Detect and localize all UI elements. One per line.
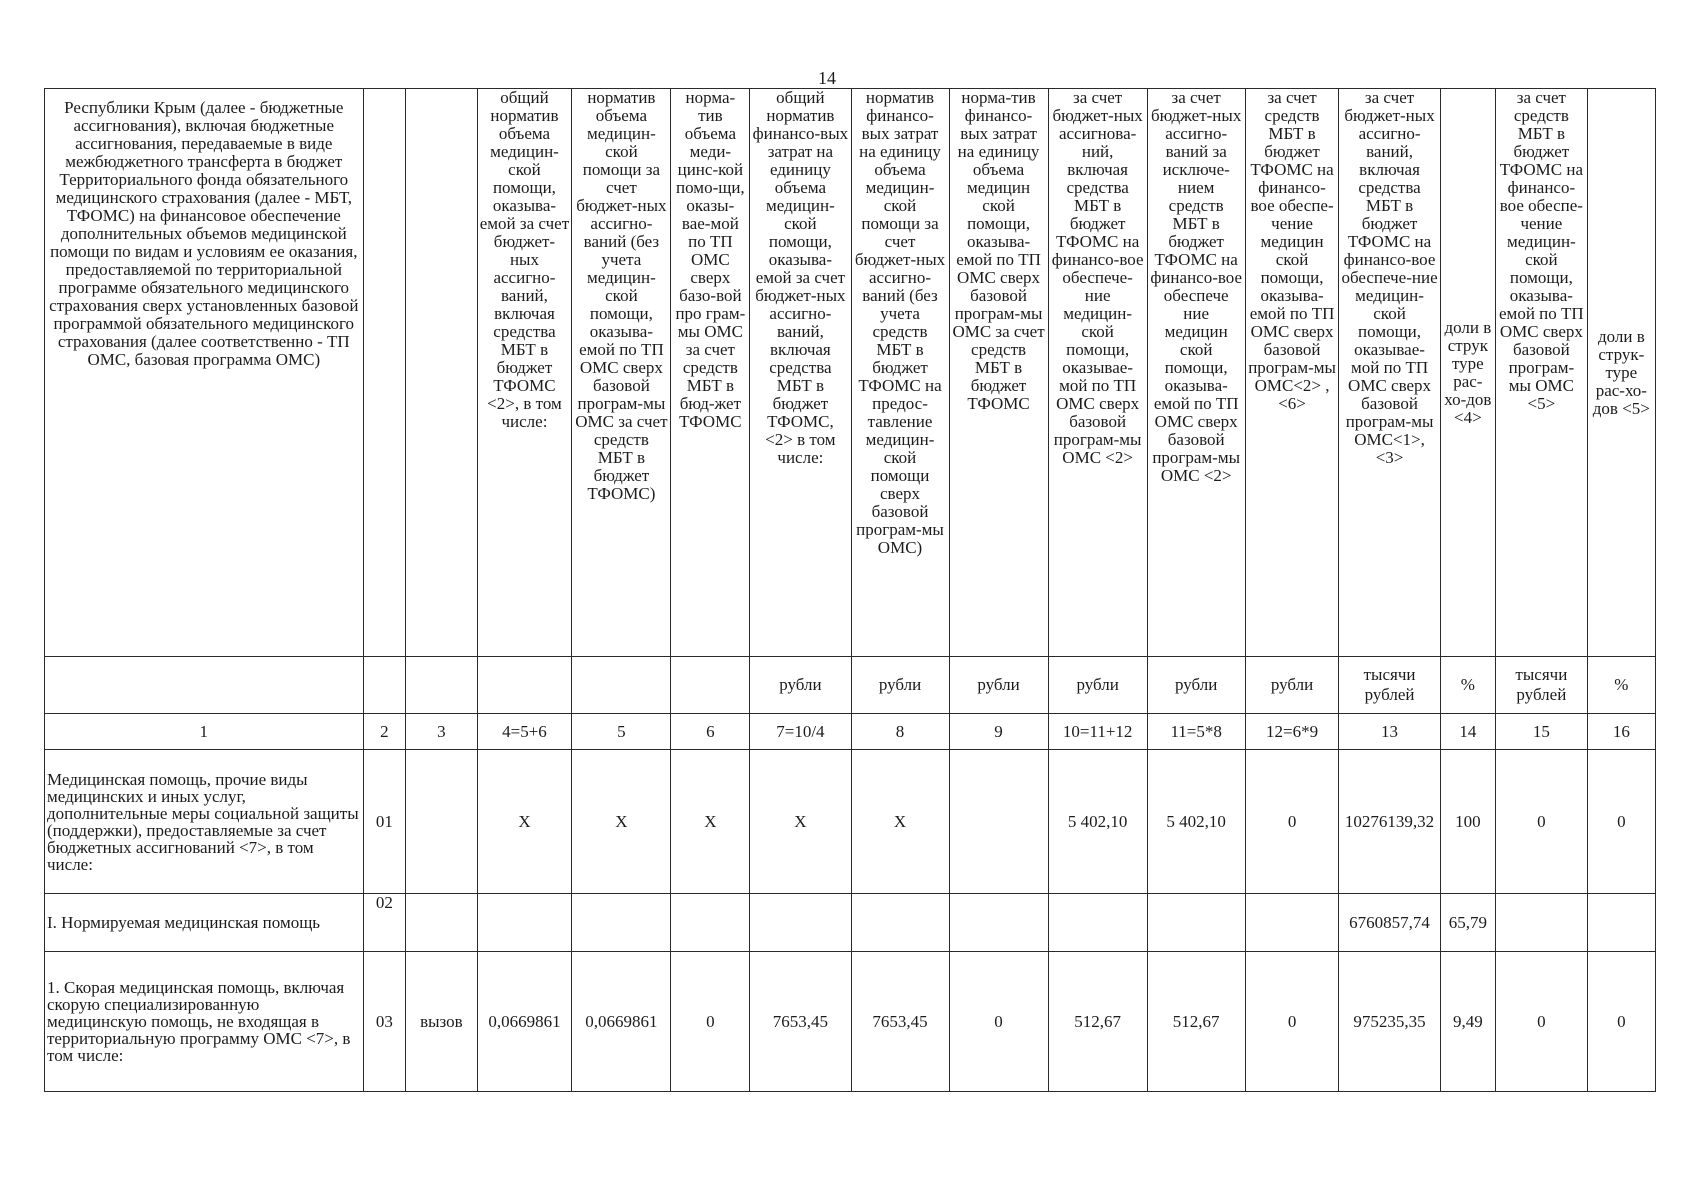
header-col-14: доли в струк туре рас-хо-дов <4> — [1440, 89, 1495, 657]
column-number: 14 — [1440, 714, 1495, 750]
table-row — [45, 750, 1656, 894]
header-row — [45, 89, 1656, 657]
table-cell: Х — [572, 750, 671, 894]
table-cell — [750, 894, 851, 952]
table-cell — [1245, 894, 1339, 952]
header-col-6: норма-тив объема меди-цинс-кой помо-щи, оказы-вае-мой по ТП ОМС сверх базо-вой про грам-мы ОМС за счет средств МБТ в бюд-жет ТФОМС — [671, 89, 750, 657]
header-col-2 — [363, 89, 406, 657]
unit-cell — [671, 657, 750, 714]
table-cell: Х — [750, 750, 851, 894]
header-col-3 — [406, 89, 477, 657]
column-number: 12=6*9 — [1245, 714, 1339, 750]
table-cell: 7653,45 — [750, 952, 851, 1092]
unit-cell: рубли — [949, 657, 1048, 714]
table-cell — [1147, 894, 1245, 952]
unit-cell — [477, 657, 572, 714]
column-number: 3 — [406, 714, 477, 750]
table-cell: 65,79 — [1440, 894, 1495, 952]
row-label: 1. Скорая медицинская помощь, включая скорую специализированную медицинскую помощь, не входящая в территориальную программу ОМС <7>, в том числе: — [45, 952, 364, 1092]
header-col-7: общий норматив финансо-вых затрат на единицу объема медицин-ской помощи, оказыва-емой за счет бюджет-ных ассигно-ваний, включая средства МБТ в бюджет ТФОМС, <2> в том числе: — [750, 89, 851, 657]
header-col-12: за счет средств МБТ в бюджет ТФОМС на финансо-вое обеспе-чение медицин ской помощи, оказыва-емой по ТП ОМС сверх базовой програм-мы ОМС<2> ,<6> — [1245, 89, 1339, 657]
unit-cell — [45, 657, 364, 714]
table-cell: 7653,45 — [851, 952, 949, 1092]
table-cell: 975235,35 — [1339, 952, 1440, 1092]
column-number: 2 — [363, 714, 406, 750]
unit-cell — [363, 657, 406, 714]
unit-cell: % — [1440, 657, 1495, 714]
unit-cell: рубли — [1147, 657, 1245, 714]
table-cell: 5 402,10 — [1147, 750, 1245, 894]
table-cell: 0 — [1496, 952, 1588, 1092]
table-cell: 100 — [1440, 750, 1495, 894]
page-number: 14 — [818, 68, 836, 88]
column-number: 10=11+12 — [1048, 714, 1147, 750]
table-cell — [1587, 894, 1655, 952]
table-cell: 0 — [1496, 750, 1588, 894]
table-cell: Х — [671, 750, 750, 894]
table-cell: 0,0669861 — [477, 952, 572, 1092]
table-cell: вызов — [406, 952, 477, 1092]
unit-cell: рубли — [1048, 657, 1147, 714]
unit-cell: тысячи рублей — [1496, 657, 1588, 714]
table-cell: 0 — [1245, 750, 1339, 894]
table-cell: 512,67 — [1048, 952, 1147, 1092]
budget-table — [44, 88, 1656, 1092]
unit-cell: тысячи рублей — [1339, 657, 1440, 714]
units-row — [45, 657, 1656, 714]
column-number: 15 — [1496, 714, 1588, 750]
column-number: 8 — [851, 714, 949, 750]
header-description: Республики Крым (далее - бюджетные ассигнования), включая бюджетные ассигнования, передаваемые в виде межбюджетного трансферта в бюджет Территориального фонда обязательного медицинского страхования (далее - МБТ, ТФОМС) на финансовое обеспечение дополнительных объемов медицинской помощи по видам и условиям ее оказания, предоставляемой по территориальной программе обязательного медицинского страхования сверх установленных базовой программой обязательного медицинского страхования (далее соответственно - ТП ОМС, базовая программа ОМС) — [45, 89, 364, 657]
table-cell: 0 — [1587, 750, 1655, 894]
table-cell — [477, 894, 572, 952]
table-cell — [851, 894, 949, 952]
header-col-8: норматив финансо-вых затрат на единицу объема медицин-ской помощи за счет бюджет-ных ассигно-ваний (без учета средств МБТ в бюджет ТФОМС на предос-тавление медицин-ской помощи сверх базовой програм-мы ОМС) — [851, 89, 949, 657]
table-cell: 0 — [1587, 952, 1655, 1092]
unit-cell: рубли — [851, 657, 949, 714]
table-cell: 0,0669861 — [572, 952, 671, 1092]
unit-cell: рубли — [750, 657, 851, 714]
column-number: 9 — [949, 714, 1048, 750]
column-number: 13 — [1339, 714, 1440, 750]
table-cell — [406, 894, 477, 952]
header-col-11: за счет бюджет-ных ассигно-ваний за исключе-нием средств МБТ в бюджет ТФОМС на финансо-вое обеспече ние медицин ской помощи, оказыва-емой по ТП ОМС сверх базовой програм-мы ОМС <2> — [1147, 89, 1245, 657]
table-cell — [949, 894, 1048, 952]
table-row — [45, 894, 1656, 952]
header-col-5: норматив объема медицин-ской помощи за счет бюджет-ных ассигно-ваний (без учета медицин-ской помощи, оказыва-емой по ТП ОМС сверх базовой програм-мы ОМС за счет средств МБТ в бюджет ТФОМС) — [572, 89, 671, 657]
unit-cell: рубли — [1245, 657, 1339, 714]
unit-cell: % — [1587, 657, 1655, 714]
column-number: 7=10/4 — [750, 714, 851, 750]
table-cell — [1496, 894, 1588, 952]
table-cell: 10276139,32 — [1339, 750, 1440, 894]
row-label: I. Нормируемая медицинская помощь — [45, 894, 364, 952]
table-cell: 9,49 — [1440, 952, 1495, 1092]
table-cell: 512,67 — [1147, 952, 1245, 1092]
header-col-4: общий норматив объема медицин-ской помощи, оказыва-емой за счет бюджет-ных ассигно-ваний, включая средства МБТ в бюджет ТФОМС <2>, в том числе: — [477, 89, 572, 657]
column-numbers-row — [45, 714, 1656, 750]
row-label: Медицинская помощь, прочие виды медицинских и иных услуг, дополнительные меры социальной защиты (поддержки), предоставляемые за счет бюджетных ассигнований <7>, в том числе: — [45, 750, 364, 894]
row-code: 03 — [363, 952, 406, 1092]
table-cell — [406, 750, 477, 894]
unit-cell — [572, 657, 671, 714]
header-col-13: за счет бюджет-ных ассигно-ваний, включая средства МБТ в бюджет ТФОМС на финансо-вое обеспече-ние медицин-ской помощи, оказывае-мой по ТП ОМС сверх базовой програм-мы ОМС<1>, <3> — [1339, 89, 1440, 657]
unit-cell — [406, 657, 477, 714]
table-cell: 0 — [671, 952, 750, 1092]
column-number: 1 — [45, 714, 364, 750]
column-number: 4=5+6 — [477, 714, 572, 750]
table-cell: Х — [477, 750, 572, 894]
table-cell — [1048, 894, 1147, 952]
header-col-9: норма-тив финансо-вых затрат на единицу объема медицин ской помощи, оказыва-емой по ТП ОМС сверх базовой програм-мы ОМС за счет средств МБТ в бюджет ТФОМС — [949, 89, 1048, 657]
table-cell: 0 — [949, 952, 1048, 1092]
table-cell: 5 402,10 — [1048, 750, 1147, 894]
table-row — [45, 952, 1656, 1092]
table-cell: 6760857,74 — [1339, 894, 1440, 952]
column-number: 6 — [671, 714, 750, 750]
column-number: 5 — [572, 714, 671, 750]
row-code: 02 — [363, 894, 406, 952]
table-cell — [671, 894, 750, 952]
header-col-10: за счет бюджет-ных ассигнова-ний, включая средства МБТ в бюджет ТФОМС на финансо-вое обеспече-ние медицин-ской помощи, оказывае-мой по ТП ОМС сверх базовой програм-мы ОМС <2> — [1048, 89, 1147, 657]
header-col-16: доли в струк-туре рас-хо-дов <5> — [1587, 89, 1655, 657]
column-number: 16 — [1587, 714, 1655, 750]
row-code: 01 — [363, 750, 406, 894]
table-cell — [949, 750, 1048, 894]
table-cell — [572, 894, 671, 952]
table-cell: Х — [851, 750, 949, 894]
column-number: 11=5*8 — [1147, 714, 1245, 750]
header-col-15: за счет средств МБТ в бюджет ТФОМС на финансо-вое обеспе-чение медицин-ской помощи, оказыва-емой по ТП ОМС сверх базовой програм-мы ОМС <5> — [1496, 89, 1588, 657]
table-cell: 0 — [1245, 952, 1339, 1092]
